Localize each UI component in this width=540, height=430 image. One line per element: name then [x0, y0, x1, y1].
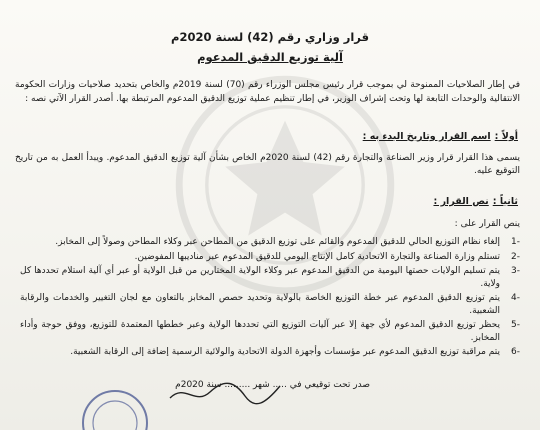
- section-2-number: ثانياً :: [492, 196, 518, 207]
- item-text: إلغاء نظام التوزيع الحالي للدقيق المدعوم والقائم على توزيع الدقيق من المطاحن عبر وكلاء المطاحن وصولاً إلى المخابز.: [55, 237, 500, 247]
- item-text: تستلم وزارة الصناعة والتجارة الاتحادية كامل الإنتاج اليومي للدقيق المدعوم عبر مناديبها المفوضين.: [134, 251, 500, 262]
- item-number: -4: [511, 293, 520, 303]
- section-1-title: اسم القرار وتاريخ البدء به :: [362, 131, 491, 142]
- list-item: [20, 265, 520, 290]
- list-item: [20, 251, 520, 264]
- item-number: -3: [511, 266, 520, 276]
- decree-items-list: [20, 236, 520, 361]
- item-number: -2: [511, 251, 520, 262]
- section-2-lead: ينص القرار على :: [454, 219, 520, 229]
- section-1-heading: [363, 131, 518, 142]
- list-item: [20, 319, 520, 344]
- list-item: [20, 292, 520, 317]
- section-1-text: يسمى هذا القرار قرار وزير الصناعة والتجارة رقم (42) لسنة 2020م الخاص بشأن آلية توزيع الدقيق المدعوم. ويبدأ العمل به من تاريخ التوقيع عليه.: [15, 153, 521, 176]
- list-item: [20, 236, 520, 249]
- item-text: يتم تسليم الولايات حصتها اليومية من الدقيق المدعوم عبر وكلاء الولاية المختارين من قبل الولاية أو عبر أي آلية استلام تحددها كل ولاية.: [20, 266, 500, 289]
- intro-paragraph: في إطار الصلاحيات الممنوحة لي بموجب قرار رئيس مجلس الوزراء رقم (70) لسنة 2019م والخاص بتحديد صلاحيات وزارات الحكومة الانتقالية والوحدات التابعة لها وتحت إشراف الوزير، في إطار تنظيم عملية توزيع الدقيق المدعوم المرتبطة بها. أصدر القرار الآتي نصه :: [15, 80, 520, 104]
- list-item: [20, 346, 520, 359]
- signature-scribble-icon: [165, 378, 285, 408]
- decree-title: قرار وزاري رقم (42) لسنة 2020م: [171, 30, 369, 44]
- item-number: -6: [511, 347, 520, 357]
- item-text: يحظر توزيع الدقيق المدعوم لأي جهة إلا عبر آليات التوزيع التي تحددها الولاية وعبر خططها المعتمدة للتوزيع، ووفق حوجة وأداء المخابز.: [20, 320, 500, 343]
- item-text: يتم مراقبة توزيع الدقيق المدعوم عبر مؤسسات وأجهزة الدولة الاتحادية والولائية الرسمية إضافة إلى الرقابة الشعبية.: [70, 347, 500, 357]
- signature-line: صدر تحت توقيعي في ..... شهر ......... سنة 2020م: [175, 380, 370, 390]
- official-stamp-icon: [80, 388, 150, 430]
- item-number: -5: [511, 320, 520, 330]
- item-number: -1: [511, 237, 520, 247]
- item-text: يتم توزيع الدقيق المدعوم عبر خطة التوزيع الخاصة بالولاية وتحديد حصص المخابز بالتعاون مع لجان التغيير والخدمات والرقابة الشعبية.: [20, 293, 500, 316]
- section-2-title: نص القرار :: [433, 196, 489, 207]
- section-1-number: أولاً :: [494, 131, 518, 142]
- section-2-heading: [433, 196, 518, 207]
- decree-subtitle: آلية توزيع الدقيق المدعوم: [197, 50, 343, 64]
